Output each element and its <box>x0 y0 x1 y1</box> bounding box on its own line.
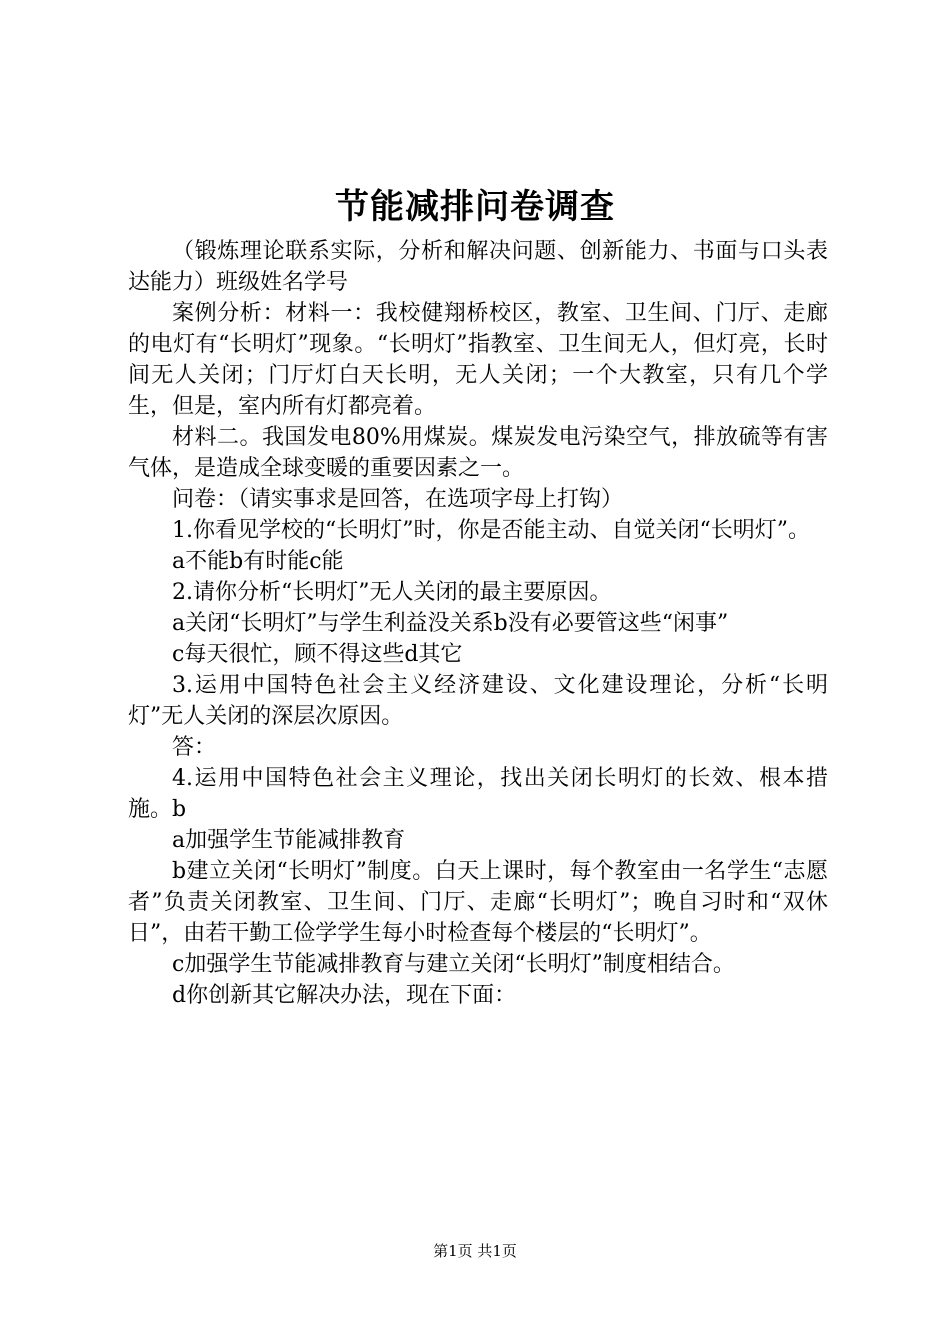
question-1: 1.你看见学校的“长明灯”时，你是否能主动、自觉关闭“长明灯”。 <box>172 518 810 543</box>
question-4-option-b: b建立关闭“长明灯”制度。白天上课时，每个教室由一名学生“志愿者”负责关闭教室、卫生间、门厅、走廊“长明灯”；晚自习时和“双休日”，由若干勤工俭学学生每小时检查每个楼层的“长明灯”。 <box>128 859 828 946</box>
question-2: 2.请你分析“长明灯”无人关闭的最主要原因。 <box>172 580 612 605</box>
question-2-options-cd: c每天很忙，顾不得这些d其它 <box>172 642 463 667</box>
case-material-two: 材料二。我国发电80%用煤炭。煤炭发电污染空气，排放硫等有害气体，是造成全球变暖的重要因素之一。 <box>128 425 828 481</box>
question-4: 4.运用中国特色社会主义理论，找出关闭长明灯的长效、根本措施。b <box>128 766 828 822</box>
question-2-options-ab: a关闭“长明灯”与学生利益没关系b没有必要管这些“闲事” <box>172 611 729 636</box>
case-material-one: 案例分析：材料一：我校健翔桥校区，教室、卫生间、门厅、走廊的电灯有“长明灯”现象。“长明灯”指教室、卫生间无人，但灯亮，长时间无人关闭；门厅灯白天长明，无人关闭；一个大教室，只有几个学生，但是，室内所有灯都亮着。 <box>128 301 828 419</box>
question-4-option-c: c加强学生节能减排教育与建立关闭“长明灯”制度相结合。 <box>172 952 735 977</box>
questionnaire-instruction: 问卷：（请实事求是回答，在选项字母上打钩） <box>172 487 624 512</box>
document-body <box>128 236 828 1011</box>
question-1-options: a不能b有时能c能 <box>172 549 344 574</box>
question-4-option-a: a加强学生节能减排教育 <box>172 828 406 853</box>
answer-label: 答： <box>172 735 217 760</box>
question-3: 3.运用中国特色社会主义经济建设、文化建设理论，分析“长明灯”无人关闭的深层次原因。 <box>128 673 828 729</box>
intro-paragraph: （锻炼理论联系实际，分析和解决问题、创新能力、书面与口头表达能力）班级姓名学号 <box>128 239 828 295</box>
page-footer: 第1页 共1页 <box>433 1242 517 1260</box>
question-4-option-d: d你创新其它解决办法，现在下面： <box>172 983 517 1008</box>
document-title: 节能减排问卷调查 <box>335 187 615 227</box>
